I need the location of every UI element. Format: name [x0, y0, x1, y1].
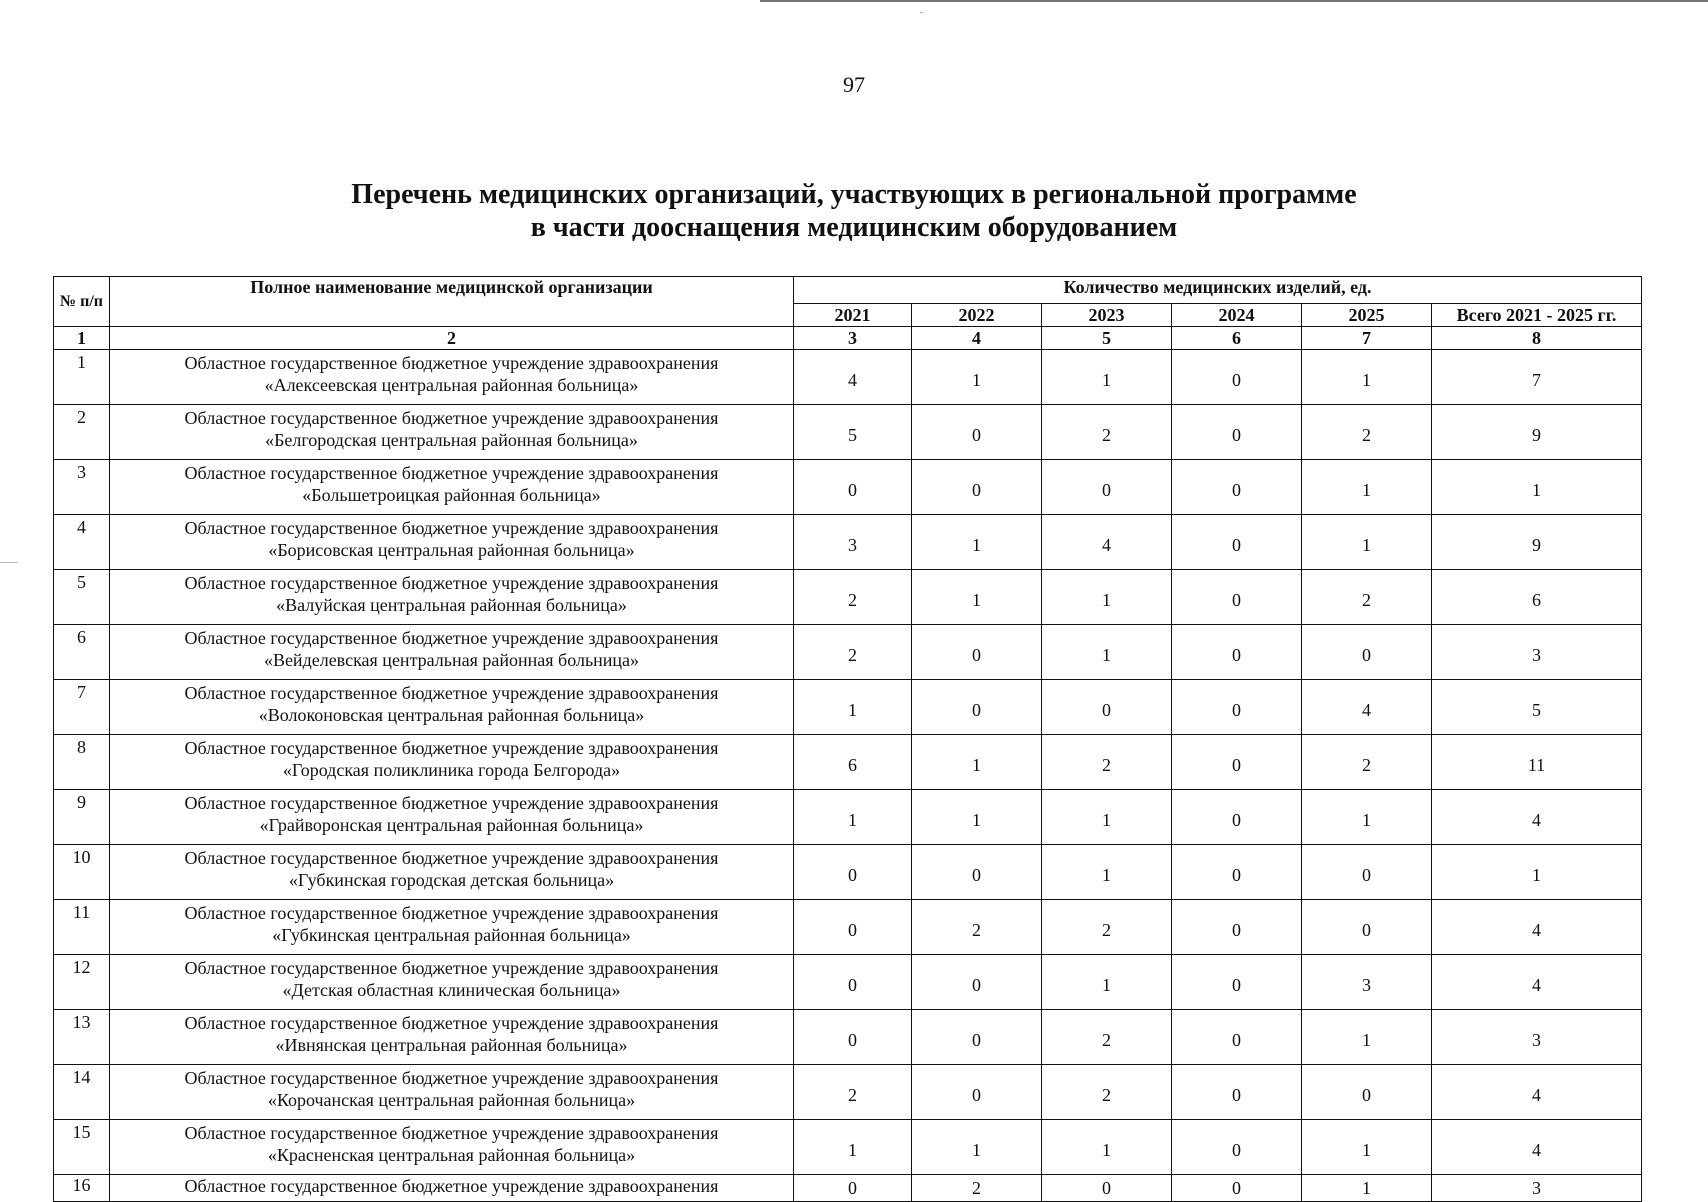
quantity-cell: 0: [1042, 460, 1172, 515]
total-cell: 4: [1432, 900, 1642, 955]
header-number: № п/п: [54, 277, 110, 327]
org-title-line: «Волоконовская центральная районная больница»: [258, 705, 645, 725]
document-title: [0, 178, 1708, 244]
quantity-cell: 0: [1172, 735, 1302, 790]
org-title-line: «Красненская центральная районная больница»: [267, 1145, 636, 1165]
org-title-line: «Большетроицкая районная больница»: [302, 485, 601, 505]
quantity-cell: 0: [1042, 1175, 1172, 1202]
organization-name: [110, 1120, 794, 1175]
quantity-cell: 0: [1302, 625, 1432, 680]
org-type-line: Областное государственное бюджетное учреждение здравоохранения: [184, 353, 719, 373]
quantity-cell: 0: [1302, 1065, 1432, 1120]
quantity-cell: 0: [794, 900, 912, 955]
org-type-line: Областное государственное бюджетное учреждение здравоохранения: [184, 463, 719, 483]
scan-left-mark: [0, 562, 18, 563]
quantity-cell: 0: [794, 845, 912, 900]
quantity-cell: 0: [1172, 1120, 1302, 1175]
table-row: [54, 460, 1642, 515]
quantity-cell: 1: [1042, 845, 1172, 900]
row-number: 5: [54, 570, 110, 625]
quantity-cell: 1: [912, 350, 1042, 405]
quantity-cell: 0: [1172, 350, 1302, 405]
org-title-line: «Городская поликлиника города Белгорода»: [282, 760, 621, 780]
organization-name: [110, 515, 794, 570]
organization-name: [110, 1010, 794, 1065]
total-cell: 3: [1432, 1010, 1642, 1065]
org-title-line: «Детская областная клиническая больница»: [282, 980, 621, 1000]
column-number: 4: [912, 327, 1042, 350]
quantity-cell: 2: [794, 1065, 912, 1120]
header-year: 2024: [1172, 304, 1302, 327]
row-number: 9: [54, 790, 110, 845]
quantity-cell: 0: [912, 1065, 1042, 1120]
quantity-cell: 2: [1042, 1010, 1172, 1065]
total-cell: 3: [1432, 1175, 1642, 1202]
org-title-line: «Губкинская центральная районная больница»: [272, 925, 631, 945]
quantity-cell: 0: [1172, 570, 1302, 625]
scan-speck: [920, 12, 923, 13]
org-type-line: Областное государственное бюджетное учреждение здравоохранения: [184, 628, 719, 648]
column-number: 7: [1302, 327, 1432, 350]
organization-name: [110, 900, 794, 955]
org-title-line: «Грайворонская центральная районная больница»: [259, 815, 644, 835]
quantity-cell: 4: [794, 350, 912, 405]
quantity-cell: 3: [794, 515, 912, 570]
quantity-cell: 1: [912, 790, 1042, 845]
row-number: 16: [54, 1175, 110, 1202]
quantity-cell: 4: [1042, 515, 1172, 570]
header-year: 2023: [1042, 304, 1172, 327]
quantity-cell: 0: [1302, 900, 1432, 955]
total-cell: 7: [1432, 350, 1642, 405]
quantity-cell: 6: [794, 735, 912, 790]
organization-name: [110, 350, 794, 405]
quantity-cell: 2: [912, 1175, 1042, 1202]
organization-name: Областное государственное бюджетное учреждение здравоохранения: [110, 1175, 794, 1202]
org-title-line: «Ивнянская центральная районная больница»: [275, 1035, 628, 1055]
table-row: [54, 900, 1642, 955]
row-number: 15: [54, 1120, 110, 1175]
quantity-cell: 2: [1302, 735, 1432, 790]
column-number: 6: [1172, 327, 1302, 350]
org-type-line: Областное государственное бюджетное учреждение здравоохранения: [184, 738, 719, 758]
quantity-cell: 1: [1042, 570, 1172, 625]
quantity-cell: 1: [794, 1120, 912, 1175]
quantity-cell: 1: [1042, 955, 1172, 1010]
column-number: 8: [1432, 327, 1642, 350]
organization-name: [110, 405, 794, 460]
quantity-cell: 1: [1302, 1175, 1432, 1202]
organization-name: [110, 790, 794, 845]
quantity-cell: 1: [1042, 350, 1172, 405]
quantity-cell: 0: [1302, 845, 1432, 900]
table-row: [54, 955, 1642, 1010]
total-cell: 6: [1432, 570, 1642, 625]
title-line-1: Перечень медицинских организаций, участвующих в региональной программе: [351, 179, 1357, 210]
quantity-cell: 0: [1172, 1175, 1302, 1202]
total-cell: 11: [1432, 735, 1642, 790]
row-number: 11: [54, 900, 110, 955]
quantity-cell: 2: [1302, 570, 1432, 625]
quantity-cell: 1: [912, 1120, 1042, 1175]
quantity-cell: 0: [794, 1175, 912, 1202]
quantity-cell: 1: [1042, 1120, 1172, 1175]
quantity-cell: 0: [912, 625, 1042, 680]
row-number: 6: [54, 625, 110, 680]
quantity-cell: 1: [912, 735, 1042, 790]
row-number: 8: [54, 735, 110, 790]
column-number: 5: [1042, 327, 1172, 350]
header-year: 2022: [912, 304, 1042, 327]
organization-name: [110, 1065, 794, 1120]
header-org-name: Полное наименование медицинской организации: [110, 277, 794, 327]
quantity-cell: 0: [912, 460, 1042, 515]
quantity-cell: 2: [794, 625, 912, 680]
quantity-cell: 1: [794, 680, 912, 735]
total-cell: 9: [1432, 405, 1642, 460]
quantity-cell: 0: [1172, 460, 1302, 515]
total-cell: 4: [1432, 955, 1642, 1010]
total-cell: 5: [1432, 680, 1642, 735]
quantity-cell: 1: [794, 790, 912, 845]
quantity-cell: 0: [1172, 1065, 1302, 1120]
total-cell: 4: [1432, 790, 1642, 845]
quantity-cell: 1: [1042, 625, 1172, 680]
quantity-cell: 1: [912, 515, 1042, 570]
organization-name: [110, 845, 794, 900]
table-row: [54, 680, 1642, 735]
quantity-cell: 0: [912, 405, 1042, 460]
table-row: [54, 350, 1642, 405]
quantity-cell: 0: [1172, 845, 1302, 900]
row-number: 12: [54, 955, 110, 1010]
org-type-line: Областное государственное бюджетное учреждение здравоохранения: [184, 1123, 719, 1143]
org-type-line: Областное государственное бюджетное учреждение здравоохранения: [184, 903, 719, 923]
quantity-cell: 2: [1042, 900, 1172, 955]
total-cell: 1: [1432, 845, 1642, 900]
table-row: [54, 1175, 1642, 1202]
organization-name: [110, 955, 794, 1010]
quantity-cell: 0: [912, 680, 1042, 735]
quantity-cell: 2: [1042, 1065, 1172, 1120]
header-year: 2021: [794, 304, 912, 327]
org-type-line: Областное государственное бюджетное учреждение здравоохранения: [184, 518, 719, 538]
header-total: Всего 2021 - 2025 гг.: [1432, 304, 1642, 327]
quantity-cell: 0: [912, 1010, 1042, 1065]
table-row: [54, 570, 1642, 625]
quantity-cell: 1: [1302, 350, 1432, 405]
scan-top-line: [760, 0, 1708, 2]
row-number: 14: [54, 1065, 110, 1120]
org-type-line: Областное государственное бюджетное учреждение здравоохранения: [184, 1013, 719, 1033]
quantity-cell: 1: [1302, 1120, 1432, 1175]
quantity-cell: 4: [1302, 680, 1432, 735]
row-number: 7: [54, 680, 110, 735]
quantity-cell: 0: [1172, 680, 1302, 735]
quantity-cell: 3: [1302, 955, 1432, 1010]
org-type-line: Областное государственное бюджетное учреждение здравоохранения: [184, 573, 719, 593]
quantity-cell: 5: [794, 405, 912, 460]
org-type-line: Областное государственное бюджетное учреждение здравоохранения: [184, 1068, 719, 1088]
total-cell: 4: [1432, 1065, 1642, 1120]
quantity-cell: 1: [1302, 515, 1432, 570]
organization-name: [110, 735, 794, 790]
total-cell: 4: [1432, 1120, 1642, 1175]
table-row: [54, 735, 1642, 790]
org-title-line: «Валуйская центральная районная больница»: [276, 595, 627, 615]
total-cell: 9: [1432, 515, 1642, 570]
column-number: 2: [110, 327, 794, 350]
row-number: 4: [54, 515, 110, 570]
column-number: 3: [794, 327, 912, 350]
quantity-cell: 0: [794, 1010, 912, 1065]
quantity-cell: 2: [1302, 405, 1432, 460]
quantity-cell: 0: [794, 955, 912, 1010]
quantity-cell: 2: [1042, 735, 1172, 790]
org-type-line: Областное государственное бюджетное учреждение здравоохранения: [184, 408, 719, 428]
quantity-cell: 0: [1172, 625, 1302, 680]
organization-name: [110, 460, 794, 515]
quantity-cell: 0: [1172, 515, 1302, 570]
organization-name: [110, 680, 794, 735]
table-row: [54, 845, 1642, 900]
quantity-cell: 0: [1042, 680, 1172, 735]
table-row: [54, 790, 1642, 845]
org-title-line: «Белгородская центральная районная больница»: [265, 430, 638, 450]
table-row: [54, 1010, 1642, 1065]
quantity-cell: 0: [1172, 1010, 1302, 1065]
quantity-cell: 2: [794, 570, 912, 625]
table-row: [54, 405, 1642, 460]
page-number: 97: [843, 72, 865, 97]
table-row: [54, 625, 1642, 680]
quantity-cell: 1: [1302, 790, 1432, 845]
title-line-2: в части дооснащения медицинским оборудованием: [530, 212, 1178, 243]
org-type-line: Областное государственное бюджетное учреждение здравоохранения: [184, 958, 719, 978]
org-title-line: «Корочанская центральная районная больница»: [267, 1090, 636, 1110]
org-title-line: «Губкинская городская детская больница»: [288, 870, 615, 890]
quantity-cell: 1: [1302, 1010, 1432, 1065]
quantity-cell: 0: [1172, 405, 1302, 460]
row-number: 1: [54, 350, 110, 405]
quantity-cell: 0: [912, 955, 1042, 1010]
quantity-cell: 2: [912, 900, 1042, 955]
table-row: [54, 1120, 1642, 1175]
organization-name: [110, 625, 794, 680]
organization-name: [110, 570, 794, 625]
row-number: 3: [54, 460, 110, 515]
header-year: 2025: [1302, 304, 1432, 327]
quantity-cell: 0: [1172, 900, 1302, 955]
quantity-cell: 0: [912, 845, 1042, 900]
quantity-cell: 0: [1172, 955, 1302, 1010]
table-row: [54, 1065, 1642, 1120]
organizations-table: [53, 276, 1642, 1202]
org-type-line: Областное государственное бюджетное учреждение здравоохранения: [184, 793, 719, 813]
org-type-line: Областное государственное бюджетное учреждение здравоохранения: [184, 848, 719, 868]
column-number: 1: [54, 327, 110, 350]
quantity-cell: 1: [1042, 790, 1172, 845]
header-quantity: Количество медицинских изделий, ед.: [794, 277, 1642, 304]
quantity-cell: 1: [912, 570, 1042, 625]
row-number: 2: [54, 405, 110, 460]
quantity-cell: 2: [1042, 405, 1172, 460]
row-number: 10: [54, 845, 110, 900]
quantity-cell: 0: [1172, 790, 1302, 845]
quantity-cell: 0: [794, 460, 912, 515]
org-type-line: Областное государственное бюджетное учреждение здравоохранения: [184, 683, 719, 703]
total-cell: 3: [1432, 625, 1642, 680]
table-row: [54, 515, 1642, 570]
total-cell: 1: [1432, 460, 1642, 515]
org-title-line: «Вейделевская центральная районная больница»: [263, 650, 640, 670]
row-number: 13: [54, 1010, 110, 1065]
quantity-cell: 1: [1302, 460, 1432, 515]
org-title-line: «Борисовская центральная районная больница»: [268, 540, 635, 560]
org-title-line: «Алексеевская центральная районная больница»: [264, 375, 639, 395]
